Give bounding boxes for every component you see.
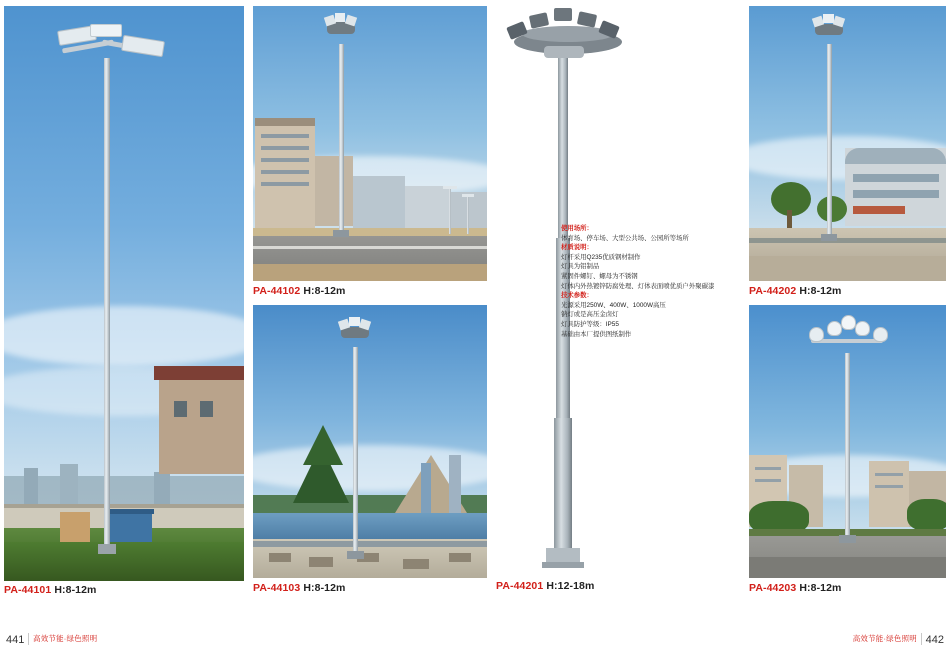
pole-base xyxy=(839,535,856,543)
product-photo-pa-44202 xyxy=(749,6,946,281)
lamp-pole-lower xyxy=(554,418,572,548)
specification-panel xyxy=(561,224,741,339)
caption-pa-44202 xyxy=(749,285,841,297)
product-card-pa-44101 xyxy=(4,6,244,594)
product-height: H:12-18m xyxy=(546,580,595,592)
page-number-left: 441 xyxy=(6,634,25,646)
distant-building xyxy=(60,464,78,506)
window-band xyxy=(261,146,309,150)
spec-line: 紧固件螺钉、螺母为不锈钢 xyxy=(561,272,638,280)
spec-line: 钠灯或是高压金卤灯 xyxy=(561,311,619,319)
floodlight xyxy=(823,14,834,23)
product-height: H:8-12m xyxy=(54,584,97,594)
spec-line: 灯体内外热镀锌防腐处理、灯体表面喷优质户外聚碳漆 xyxy=(561,282,715,290)
plaza-edge xyxy=(253,541,487,547)
caption-pa-44101 xyxy=(4,584,96,594)
building-top xyxy=(255,118,315,126)
floodlight xyxy=(349,317,360,326)
distant-lamp-pole xyxy=(449,188,451,234)
lamp-pole xyxy=(104,58,110,548)
spec-line: 灯具为铝制品 xyxy=(561,263,600,271)
pole-base xyxy=(347,551,364,559)
shed-roof xyxy=(108,509,154,514)
small-structure xyxy=(60,512,90,542)
product-card-pa-44202 xyxy=(749,6,946,298)
footer-tagline-right: 高效节能·绿色照明 xyxy=(852,634,917,643)
bench xyxy=(403,559,429,569)
product-code: PA-44203 xyxy=(749,582,797,594)
road-foreground xyxy=(749,557,946,578)
stadium-banner xyxy=(853,206,905,214)
product-photo-pa-44203 xyxy=(749,305,946,578)
footer-divider-left xyxy=(28,633,29,645)
road-marking xyxy=(253,246,487,249)
luminaire-center xyxy=(90,24,122,37)
lake xyxy=(253,513,487,539)
spec-group-title: 材质说明： xyxy=(561,244,593,252)
page-footer xyxy=(0,627,950,649)
page-number-right: 442 xyxy=(925,634,944,646)
distant-lamp-arm xyxy=(462,194,474,197)
pole-base-foot xyxy=(542,562,584,568)
caption-pa-44201 xyxy=(496,580,594,592)
lamp-head xyxy=(809,327,824,342)
ground-line xyxy=(749,238,946,243)
building xyxy=(315,156,353,226)
window xyxy=(174,401,187,417)
product-code: PA-44103 xyxy=(253,582,301,594)
distant-building xyxy=(24,468,38,506)
spec-line: 基础由本厂提供图纸制作 xyxy=(561,330,632,338)
pine-tree-top xyxy=(303,425,343,465)
spec-group-title: 使用场所： xyxy=(561,225,593,232)
stadium-window-band xyxy=(853,174,939,182)
lamp-head xyxy=(827,321,842,336)
product-photo-pa-44102 xyxy=(253,6,487,281)
wall-cap xyxy=(4,504,244,508)
building xyxy=(451,192,487,228)
window-band xyxy=(755,467,781,470)
head-collar xyxy=(544,46,584,58)
product-height: H:8-12m xyxy=(303,582,346,594)
bench xyxy=(309,557,333,567)
pyramid-glass xyxy=(421,463,431,513)
lamp-pole xyxy=(845,353,850,539)
product-photo-pa-44101 xyxy=(4,6,244,581)
cloud xyxy=(4,306,244,366)
product-height: H:8-12m xyxy=(799,582,842,594)
lamp-pole-upper xyxy=(558,58,568,238)
pole-base xyxy=(333,230,349,237)
window xyxy=(200,401,213,417)
product-height: H:8-12m xyxy=(303,285,346,297)
roadside-earth xyxy=(253,228,487,236)
tower-building xyxy=(449,455,461,513)
footer-divider-right xyxy=(921,633,922,645)
product-photo-pa-44103 xyxy=(253,305,487,578)
tree xyxy=(817,196,847,222)
spec-line: 体育场、停车场、大型公共场、公园所等场所 xyxy=(561,234,689,242)
floodlight xyxy=(554,8,572,21)
spec-line: 灯具防护等级：IP55 xyxy=(561,320,619,328)
window-band xyxy=(261,158,309,162)
window-band xyxy=(875,485,903,488)
product-code: PA-44202 xyxy=(749,285,797,297)
residential-building xyxy=(869,461,909,527)
bench xyxy=(269,553,291,562)
distant-building xyxy=(154,472,170,506)
lamp-head-center xyxy=(841,315,856,330)
lamp-head xyxy=(855,321,870,336)
building xyxy=(353,176,405,228)
window-band xyxy=(755,479,781,482)
tree xyxy=(907,499,946,531)
floodlight xyxy=(577,11,597,27)
window-band xyxy=(261,134,309,138)
pole-base xyxy=(821,234,837,241)
stadium-window-band xyxy=(853,190,939,198)
distant-lamp-pole xyxy=(467,196,469,234)
caption-pa-44102 xyxy=(253,285,345,297)
stadium-roof xyxy=(845,148,946,164)
building xyxy=(405,186,451,228)
floodlight xyxy=(335,13,345,22)
lamp-pole xyxy=(339,44,344,232)
product-card-pa-44203 xyxy=(749,305,946,594)
footer-tagline-left: 高效节能·绿色照明 xyxy=(33,634,98,643)
lamp-pole xyxy=(827,44,832,236)
bench xyxy=(449,553,471,562)
foreground-grass xyxy=(4,542,244,581)
product-code: PA-44102 xyxy=(253,285,301,297)
spec-line: 光源采用250W、400W、1000W高压 xyxy=(561,301,666,309)
spec-group-title: 技术参数： xyxy=(561,292,593,300)
dirt-shoulder xyxy=(253,264,487,281)
lamp-head xyxy=(873,327,888,342)
window-band xyxy=(261,182,309,186)
product-code: PA-44101 xyxy=(4,584,52,594)
lamp-pole xyxy=(353,347,358,553)
caption-pa-44203 xyxy=(749,582,841,594)
product-code: PA-44201 xyxy=(496,580,544,592)
product-card-pa-44201 xyxy=(496,2,736,594)
window-band xyxy=(875,473,903,476)
distant-skyline xyxy=(4,476,244,506)
pole-base xyxy=(98,544,116,554)
product-card-pa-44102 xyxy=(253,6,487,298)
caption-pa-44103 xyxy=(253,582,345,594)
spec-line: 灯杆采用Q235优质钢材制作 xyxy=(561,253,641,261)
distant-lamp-arm xyxy=(443,186,457,189)
product-height: H:8-12m xyxy=(799,285,842,297)
building-roof xyxy=(154,366,244,380)
building-wall xyxy=(159,374,244,474)
product-photo-pa-44201 xyxy=(496,2,736,580)
product-card-pa-44103 xyxy=(253,305,487,594)
dirt-area xyxy=(749,256,946,281)
window-band xyxy=(261,170,309,174)
